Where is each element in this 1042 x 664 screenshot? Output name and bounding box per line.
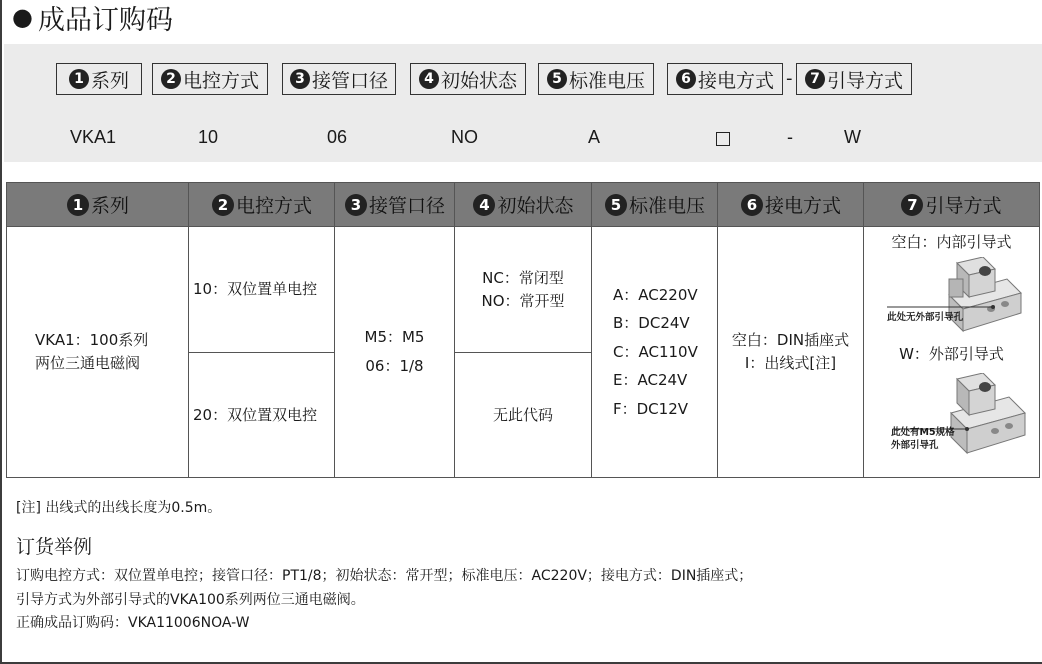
header-control: [189, 183, 335, 226]
number-2-icon: 2: [212, 194, 234, 216]
pilot-external-label: [864, 341, 1039, 367]
state-line: NO：常开型: [481, 291, 565, 310]
code-label-text: 电控方式: [182, 69, 259, 92]
state-line: NC：常闭型: [482, 268, 564, 287]
code-label-state: [410, 63, 526, 95]
page-title: [12, 0, 173, 34]
example-line: 正确成品订购码：VKA11006NOA-W: [16, 615, 250, 631]
header-text: 接电方式: [764, 195, 841, 217]
number-4-icon: 4: [419, 69, 439, 89]
header-text: 系列: [90, 195, 129, 217]
header-voltage: [592, 183, 718, 226]
code-value-connection: [716, 130, 730, 151]
example-line: 订购电控方式：双位置单电控；接管口径：PT1/8；初始状态：常开型；标准电压：AC220V；接电方式：DIN插座式；: [16, 568, 753, 584]
cell-series: [35, 227, 185, 477]
voltage-line: E：AC24V: [613, 371, 688, 390]
number-3-icon: 3: [290, 69, 310, 89]
port-line: M5：M5: [364, 328, 425, 346]
header-connection: [718, 183, 864, 226]
number-7-icon: 7: [901, 194, 923, 216]
pilot-external-note: [891, 426, 955, 452]
cell-state-options: [455, 227, 591, 352]
connection-line: I：出线式[注]: [744, 354, 837, 372]
cell-control-single: [193, 227, 333, 352]
code-value-port: 06: [327, 127, 348, 147]
cell-port: [335, 227, 454, 477]
connection-line: 空白：DIN插座式: [731, 331, 850, 349]
number-7-icon: 7: [805, 69, 825, 89]
code-value-dash: -: [787, 127, 793, 147]
code-label-text: 接管口径: [311, 69, 388, 92]
code-label-text: 初始状态: [440, 69, 517, 92]
spec-table: [6, 182, 1040, 478]
header-text: 标准电压: [628, 195, 705, 217]
series-line: 两位三通电磁阀: [35, 354, 141, 372]
footnote: [注] 出线式的出线长度为0.5m。: [16, 500, 222, 516]
number-4-icon: 4: [473, 194, 495, 216]
state-none-text: 无此代码: [492, 405, 553, 424]
control-text: 20：双位置双电控: [193, 405, 318, 424]
header-text: 电控方式: [235, 195, 312, 217]
header-text: 接管口径: [368, 195, 445, 217]
code-label-text: 接电方式: [697, 69, 774, 92]
header-text: 引导方式: [925, 195, 1002, 217]
code-label-text: 标准电压: [568, 69, 645, 92]
code-value-pilot: W: [844, 127, 861, 147]
cell-control-double: [193, 353, 333, 477]
header-text: 初始状态: [497, 195, 574, 217]
blank-square-icon: [716, 132, 730, 146]
cell-voltage: [613, 227, 717, 477]
internal-pilot-valve-icon: [879, 257, 1029, 335]
header-series: [7, 183, 189, 226]
number-6-icon: 6: [741, 194, 763, 216]
pilot-internal-text: 空白：内部引导式: [891, 232, 1012, 251]
header-state: [455, 183, 592, 226]
cell-state-none: [455, 353, 591, 477]
series-line: VKA1：100系列: [35, 331, 149, 349]
header-port: [335, 183, 455, 226]
number-2-icon: 2: [161, 69, 181, 89]
port-line: 06：1/8: [365, 357, 424, 375]
cell-connection: [718, 227, 863, 477]
number-6-icon: 6: [676, 69, 696, 89]
code-label-text: 引导方式: [826, 69, 903, 92]
number-3-icon: 3: [345, 194, 367, 216]
pilot-external-note-line: 此处有M5规格: [891, 427, 955, 438]
pilot-external-text: W：外部引导式: [899, 344, 1004, 363]
code-value-voltage: A: [588, 127, 601, 147]
divider: [863, 183, 864, 477]
header-pilot: [864, 183, 1039, 226]
divider: [188, 183, 189, 477]
voltage-line: B：DC24V: [613, 314, 690, 333]
bullet-dot-icon: ●: [12, 3, 33, 31]
code-label-text: 系列: [90, 69, 129, 92]
number-5-icon: 5: [605, 194, 627, 216]
code-value-series: VKA1: [70, 127, 117, 147]
voltage-line: F：DC12V: [613, 399, 689, 418]
page-title-text: 成品订购码: [37, 4, 173, 36]
pilot-external-note-line: 外部引导孔: [891, 440, 939, 451]
number-1-icon: 1: [67, 194, 89, 216]
code-label-pilot: [796, 63, 912, 95]
number-1-icon: 1: [69, 69, 89, 89]
code-value-state: NO: [451, 127, 478, 147]
number-5-icon: 5: [547, 69, 567, 89]
pilot-internal-note: 此处无外部引导孔: [887, 312, 964, 323]
example-line: 引导方式为外部引导式的VKA100系列两位三通电磁阀。: [16, 592, 365, 608]
code-value-control: 10: [198, 127, 219, 147]
code-label-series: [56, 63, 142, 95]
code-label-connection: [667, 63, 783, 95]
example-title: 订货举例: [16, 536, 93, 558]
divider: [591, 183, 592, 477]
control-text: 10：双位置单电控: [193, 280, 318, 298]
order-code-box: [4, 44, 1042, 162]
code-label-port: [282, 63, 396, 95]
code-label-voltage: [538, 63, 654, 95]
voltage-line: A：AC220V: [613, 285, 698, 304]
voltage-line: C：AC110V: [613, 342, 698, 361]
code-label-control: [152, 63, 268, 95]
code-dash: -: [786, 68, 793, 89]
pilot-internal-label: [864, 229, 1039, 255]
